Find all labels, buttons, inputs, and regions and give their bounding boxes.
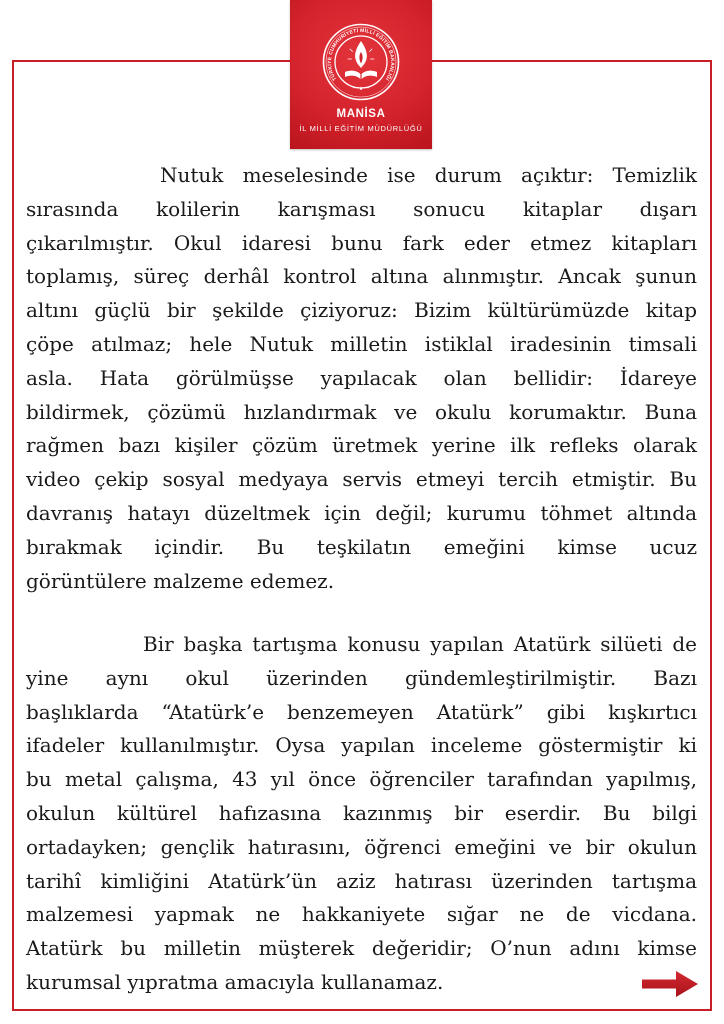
directorate-city-title: MANİSA <box>336 108 386 120</box>
text-line: görüntülere malzeme edemez. <box>26 568 335 593</box>
text-line: video çekip sosyal medyaya servis etmeyi tercih etmiştir. Bu <box>26 467 697 492</box>
text-line: malzemesi yapmak ne hakkaniyete sığar ne de vicdana. <box>26 902 697 927</box>
text-line: davranış hatayı düzeltmek için değil; kurumu töhmet altında <box>26 500 697 525</box>
text-line: altını güçlü bir şekilde çiziyoruz: Bizim kültürümüzde kitap <box>26 298 697 323</box>
paragraph-2 <box>26 628 697 1000</box>
text-line: kurumsal yıpratma amacıyla kullanamaz. <box>26 969 444 994</box>
text-line: toplamış, süreç derhâl kontrol altına alınmıştır. Ancak şunun <box>26 264 697 289</box>
text-line: tarihî kimliğini Atatürk’ün aziz hatırası üzerinden tartışma <box>26 868 697 893</box>
logo-star-icon <box>359 86 363 90</box>
text-line: ifadeler kullanılmıştır. Oysa yapılan inceleme göstermiştir ki <box>26 733 697 758</box>
text-line: sırasında kolilerin karışması sonucu kitaplar dışarı <box>26 196 697 221</box>
text-line: bırakmak içindir. Bu teşkilatın emeğini kimse ucuz <box>26 534 697 559</box>
text-line: başlıklarda “Atatürk’e benzemeyen Atatürk” gibi kışkırtıcı <box>26 699 697 724</box>
text-line: Atatürk bu milletin müşterek değeridir; O’nun adını kimse <box>26 936 697 961</box>
text-line: bu metal çalışma, 43 yıl önce öğrenciler tarafından yapılmış, <box>26 767 697 792</box>
header-banner <box>290 0 432 149</box>
text-line: ortadayken; gençlik hatırasını, öğrenci emeğini ve bir okulun <box>26 834 697 859</box>
text-line: çıkarılmıştır. Okul idaresi bunu fark eder etmez kitapları <box>26 230 697 255</box>
text-line: Nutuk meselesinde ise durum açıktır: Temizlik <box>160 163 697 187</box>
text-line: bildirmek, çözümü hızlandırmak ve okulu korumaktır. Buna <box>26 399 697 424</box>
next-page-arrow-icon <box>642 971 698 997</box>
text-line: rağmen bazı kişiler çözüm üretmek yerine ilk refleks olarak <box>26 433 697 458</box>
text-line: çöpe atılmaz; hele Nutuk milletin istiklal iradesinin timsali <box>26 331 697 356</box>
meb-emblem-icon <box>321 22 401 102</box>
text-line: Bir başka tartışma konusu yapılan Atatürk silüeti de <box>143 632 697 656</box>
directorate-name: İL MİLLİ EĞİTİM MÜDÜRLÜĞÜ <box>299 124 423 133</box>
text-line: okulun kültürel hafızasına kazınmış bir eserdir. Bu bilgi <box>26 800 697 825</box>
logo-book-icon <box>345 71 377 79</box>
logo-ring-text: TÜRKİYE CUMHURİYETİ MİLLİ EĞİTİM BAKANLIĞI <box>326 27 396 82</box>
text-line: asla. Hata görülmüşse yapılacak olan bellidir: İdareye <box>26 365 697 390</box>
paragraph-1 <box>26 159 697 598</box>
text-line: yine aynı okul üzerinden gündemleştirilmiştir. Bazı <box>26 665 697 690</box>
